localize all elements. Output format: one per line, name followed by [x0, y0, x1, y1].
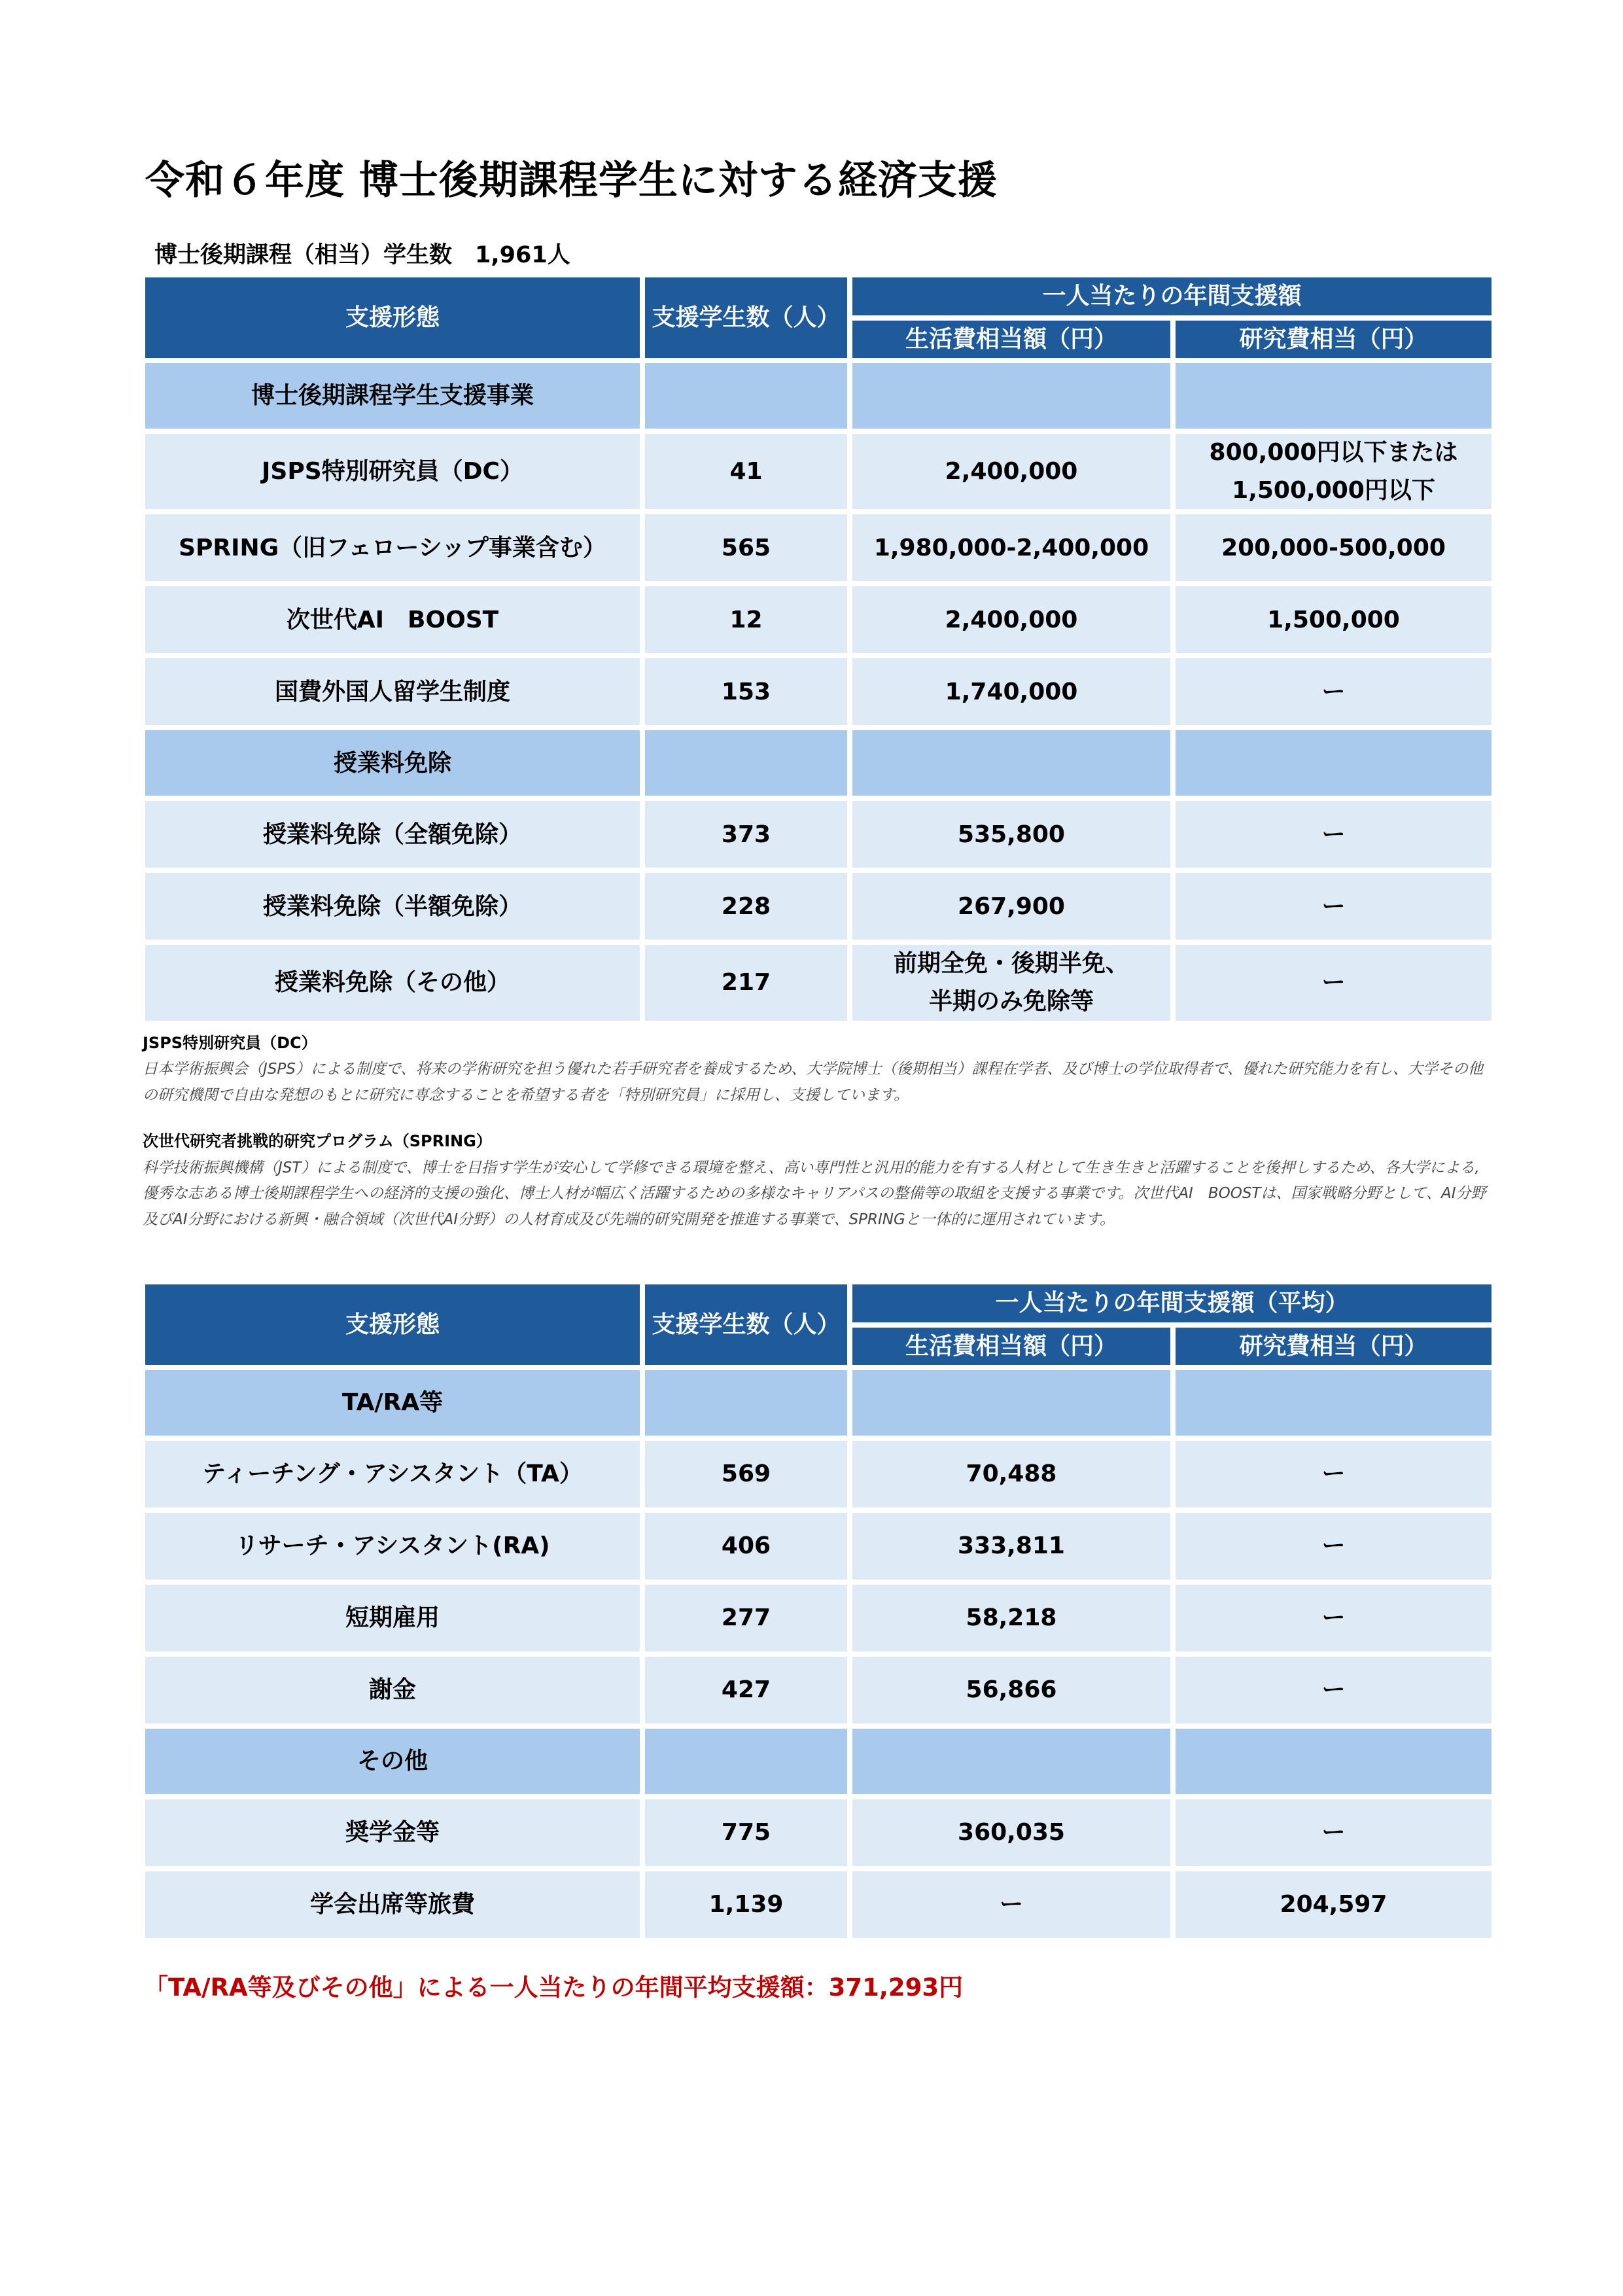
- row-living: 360,035: [852, 1799, 1170, 1866]
- row-name: 次世代AI BOOST: [145, 586, 640, 653]
- row-living: [852, 945, 1170, 1020]
- table-row: [145, 1513, 1492, 1580]
- header-living: 生活費相当額（円）: [852, 321, 1170, 359]
- note-jsps-title: JSPS特別研究員（DC）: [143, 1034, 317, 1052]
- header-count: 支援学生数（人）: [645, 277, 847, 358]
- row-name: 奨学金等: [145, 1799, 640, 1866]
- student-count: 博士後期課程（相当）学生数 1,961人: [154, 242, 570, 268]
- row-count: 569: [645, 1441, 847, 1508]
- row-research: ー: [1176, 801, 1492, 868]
- table-row: [145, 586, 1492, 653]
- header-research: 研究費相当（円）: [1176, 321, 1492, 359]
- row-name: 授業料免除（全額免除）: [145, 801, 640, 868]
- row-research: 204,597: [1176, 1871, 1492, 1938]
- row-count: 373: [645, 801, 847, 868]
- table-row: [145, 1799, 1492, 1866]
- row-research-line2: 1,500,000円以下: [1232, 476, 1435, 504]
- row-name: SPRING（旧フェローシップ事業含む）: [145, 514, 640, 581]
- row-count: 406: [645, 1513, 847, 1580]
- row-living: 2,400,000: [852, 586, 1170, 653]
- row-name: 授業料免除（その他）: [145, 945, 640, 1020]
- section-row: [145, 363, 1492, 429]
- row-research-line1: 800,000円以下または: [1209, 439, 1458, 467]
- header-annual: 一人当たりの年間支援額（平均）: [852, 1284, 1492, 1322]
- table-row: [145, 945, 1492, 1020]
- table-row: [145, 1585, 1492, 1651]
- row-research: [1176, 434, 1492, 509]
- row-count: 12: [645, 586, 847, 653]
- row-living: 70,488: [852, 1441, 1170, 1508]
- row-name: 学会出席等旅費: [145, 1871, 640, 1938]
- row-research: ー: [1176, 1585, 1492, 1651]
- row-living: 267,900: [852, 873, 1170, 940]
- row-living: 58,218: [852, 1585, 1170, 1651]
- note-jsps-body: 日本学術振興会（JSPS）による制度で、将来の学術研究を担う優れた若手研究者を養成するため、大学院博士（後期相当）課程在学者、及び博士の学位取得者で、優れた研究能力を有し、大学その他の研究機関で自由な発想のもとに研究に専念することを希望する者を「特別研究員」に採用し、支援しています。: [143, 1061, 1484, 1104]
- row-research: ー: [1176, 1441, 1492, 1508]
- row-research: ー: [1176, 873, 1492, 940]
- row-count: 41: [645, 434, 847, 509]
- row-name: リサーチ・アシスタント(RA): [145, 1513, 640, 1580]
- header-research: 研究費相当（円）: [1176, 1328, 1492, 1366]
- table-row: [145, 434, 1492, 509]
- header-count: 支援学生数（人）: [645, 1284, 847, 1365]
- row-living: 333,811: [852, 1513, 1170, 1580]
- row-living-line1: 前期全免・後期半免、: [893, 950, 1129, 978]
- row-count: 427: [645, 1657, 847, 1723]
- table-row: [145, 1871, 1492, 1938]
- row-count: 1,139: [645, 1871, 847, 1938]
- row-living: 535,800: [852, 801, 1170, 868]
- row-count: 217: [645, 945, 847, 1020]
- section-row: [145, 730, 1492, 796]
- table-row: [145, 1657, 1492, 1723]
- row-research: ー: [1176, 1657, 1492, 1723]
- table-row: [145, 1441, 1492, 1508]
- header-annual: 一人当たりの年間支援額: [852, 277, 1492, 315]
- page-title: 令和６年度 博士後期課程学生に対する経済支援: [145, 158, 998, 203]
- row-count: 228: [645, 873, 847, 940]
- row-research: ー: [1176, 1513, 1492, 1580]
- row-living: ー: [852, 1871, 1170, 1938]
- row-living: 1,980,000-2,400,000: [852, 514, 1170, 581]
- header-living: 生活費相当額（円）: [852, 1328, 1170, 1366]
- support-table-1: [140, 272, 1497, 1026]
- table-row: [145, 801, 1492, 868]
- note-spring-body: 科学技術振興機構（JST）による制度で、博士を目指す学生が安心して学修できる環境を整え、高い専門性と汎用的能力を有する人材として生き生きと活躍することを後押しするため、各大学による,優秀な志ある博士後期課程学生への経済的支援の強化、博士人材が幅広く活躍するための多様なキャリアパスの整備等の取組を支援する事業です。次世代AI BOOSTは、国家戦略分野として、AI分野及びAI分野における新興・融合領域（次世代AI分野）の人材育成及び先端的研究開発を推進する事業で、SPRINGと一体的に運用されています。: [143, 1159, 1486, 1228]
- average-support-summary: 「TA/RA等及びその他」による一人当たりの年間平均支援額：371,293円: [144, 1973, 964, 2002]
- row-research: ー: [1176, 945, 1492, 1020]
- row-name: 国費外国人留学生制度: [145, 658, 640, 725]
- table-row: [145, 873, 1492, 940]
- header-form: 支援形態: [145, 277, 640, 358]
- note-spring-title: 次世代研究者挑戦的研究プログラム（SPRING）: [143, 1132, 492, 1151]
- row-research: ー: [1176, 1799, 1492, 1866]
- row-living: 56,866: [852, 1657, 1170, 1723]
- row-name: 謝金: [145, 1657, 640, 1723]
- row-research: ー: [1176, 658, 1492, 725]
- row-count: 277: [645, 1585, 847, 1651]
- notes: [143, 1030, 1490, 1233]
- header-form: 支援形態: [145, 1284, 640, 1365]
- row-name: JSPS特別研究員（DC）: [145, 434, 640, 509]
- row-name: ティーチング・アシスタント（TA）: [145, 1441, 640, 1508]
- table-row: [145, 514, 1492, 581]
- row-count: 565: [645, 514, 847, 581]
- section-label: 授業料免除: [145, 730, 640, 796]
- row-count: 153: [645, 658, 847, 725]
- row-living-line2: 半期のみ免除等: [928, 987, 1094, 1015]
- support-table-2: [140, 1279, 1497, 1943]
- section-label: その他: [145, 1729, 640, 1794]
- table-row: [145, 658, 1492, 725]
- row-living: 1,740,000: [852, 658, 1170, 725]
- row-name: 授業料免除（半額免除）: [145, 873, 640, 940]
- row-name: 短期雇用: [145, 1585, 640, 1651]
- row-count: 775: [645, 1799, 847, 1866]
- section-row: [145, 1370, 1492, 1436]
- row-research: 200,000-500,000: [1176, 514, 1492, 581]
- section-label: 博士後期課程学生支援事業: [145, 363, 640, 429]
- section-label: TA/RA等: [145, 1370, 640, 1436]
- section-row: [145, 1729, 1492, 1794]
- row-living: 2,400,000: [852, 434, 1170, 509]
- row-research: 1,500,000: [1176, 586, 1492, 653]
